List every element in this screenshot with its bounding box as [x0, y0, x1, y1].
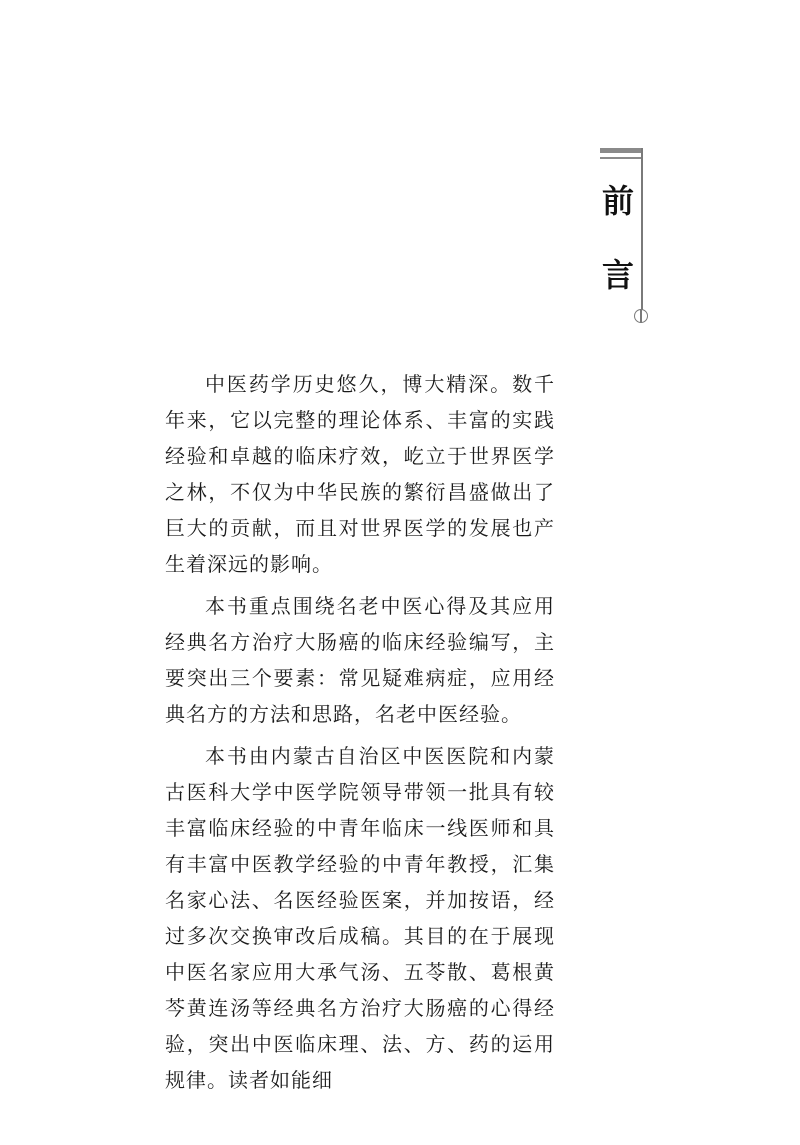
ornament-thick-bar: [600, 148, 642, 153]
title-ornament: [598, 148, 658, 333]
paragraph-3: 本书由内蒙古自治区中医医院和内蒙古医科大学中医学院领导带领一批具有较丰富临床经验的中青年临床一线医师和具有丰富中医教学经验的中青年教授，汇集名家心法、名医经验医案，并加按语，经过多次交换审改后成稿。其目的在于展现中医名家应用大承气汤、五苓散、葛根黄芩黄连汤等经典名方治疗大肠癌的心得经验，突出中医临床理、法、方、药的运用规律。读者如能细: [165, 744, 555, 1092]
preface-body: [165, 366, 555, 1104]
paragraph-2: 本书重点围绕名老中医心得及其应用经典名方治疗大肠癌的临床经验编写，主要突出三个要素：常见疑难病症，应用经典名方的方法和思路，名老中医经验。: [165, 594, 555, 726]
ornament-circle-icon: [634, 309, 648, 323]
ornament-thin-bar: [600, 157, 642, 159]
ornament-vertical-line: [641, 148, 643, 310]
paragraph-1: 中医药学历史悠久，博大精深。数千年来，它以完整的理论体系、丰富的实践经验和卓越的临床疗效，屹立于世界医学之林，不仅为中华民族的繁衍昌盛做出了巨大的贡献，而且对世界医学的发展也产生着深远的影响。: [165, 372, 555, 576]
page-title-char-2: 言: [601, 256, 634, 294]
page-title-char-1: 前: [601, 182, 634, 220]
